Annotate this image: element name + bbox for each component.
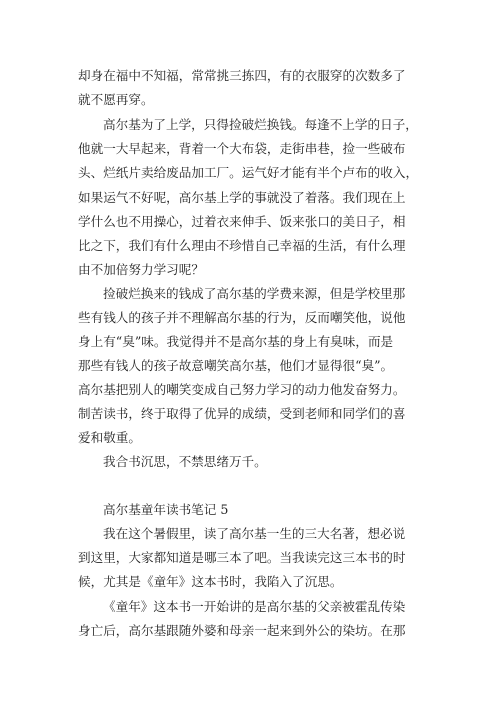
text-line: 他就一大早起来，背着一个大布袋，走街串巷，捡一些破布 [78, 141, 406, 156]
text-line: 学什么也不用操心，过着衣来伸手、饭来张口的美日子，相 [78, 214, 406, 229]
text-line: 由不加倍努力学习呢？ [78, 262, 204, 277]
text-line: 高尔基把别人的嘲笑变成自己努力学习的动力他发奋努力。 [78, 382, 406, 397]
text-line: 制苦读书，终于取得了优异的成绩，受到老师和同学们的喜 [78, 406, 406, 421]
paragraph-start-line: 捡破烂换来的钱成了高尔基的学费来源，但是学校里那 [103, 286, 406, 301]
text-line: 候，尤其是《童年》这本书时，我陷入了沉思。 [78, 574, 343, 589]
text-line: 那些有钱人的孩子故意嘲笑高尔基，他们才显得很“臭”。 [78, 358, 394, 373]
text-line: 身上有“臭”味。我觉得并不是高尔基的身上有臭味，而是 [78, 334, 394, 349]
text-line: 如果运气不好呢，高尔基上学的事就没了着落。我们现在上 [78, 190, 406, 205]
section-heading: 高尔基童年读书笔记 5 [103, 502, 229, 517]
text-line: 身亡后，高尔基跟随外婆和母亲一起来到外公的染坊。在那 [78, 623, 406, 638]
paragraph-start-line: 我在这个暑假里，读了高尔基一生的三大名著，想必说 [103, 526, 406, 541]
paragraph-start-line: 我合书沉思，不禁思绪万千。 [103, 454, 267, 469]
text-line: 头、烂纸片卖给废品加工厂。运气好才能有半个卢布的收入， [78, 165, 419, 180]
text-line: 些有钱人的孩子并不理解高尔基的行为，反而嘲笑他，说他 [78, 310, 406, 325]
text-line: 却身在福中不知福，常常挑三拣四，有的衣服穿的次数多了 [78, 68, 406, 83]
text-line: 就不愿再穿。 [78, 92, 154, 107]
text-line: 到这里，大家都知道是哪三本了吧。当我读完这三本书的时 [78, 550, 406, 565]
text-line: 比之下，我们有什么理由不珍惜自己幸福的生活，有什么理 [78, 238, 406, 253]
paragraph-start-line: 《童年》这本书一开始讲的是高尔基的父亲被霍乱传染 [103, 599, 406, 614]
text-line: 爱和敬重。 [78, 430, 141, 445]
paragraph-start-line: 高尔基为了上学，只得捡破烂换钱。每逢不上学的日子， [103, 117, 418, 132]
